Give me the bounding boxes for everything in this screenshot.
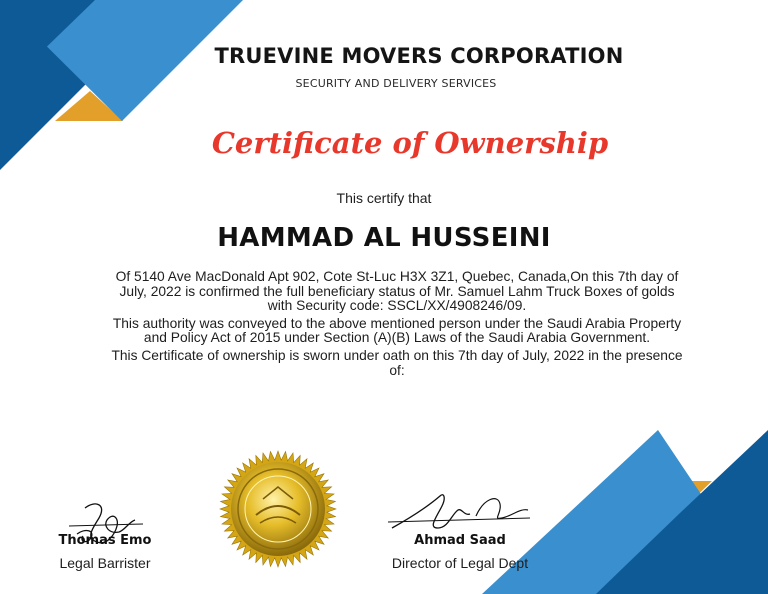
certificate-title: Certificate of Ownership: [211, 126, 609, 160]
body-paragraph: Of 5140 Ave MacDonald Apt 902, Cote St-Luc H3X 3Z1, Quebec, Canada,On this 7th day of July, 2022 is confirmed the full beneficiary status of Mr. Samuel Lahm Truck Boxes of golds with Security code: SSCL/XX/4908246/09.: [115, 269, 679, 314]
signer-role: Director of Legal Dept: [391, 555, 529, 571]
company-name: TRUEVINE MOVERS CORPORATION: [214, 44, 624, 68]
signer-role: Legal Barrister: [59, 555, 151, 571]
gold-seal-icon: [218, 449, 338, 569]
signer-name: Ahmad Saad: [414, 533, 506, 548]
signature-block-right: [375, 488, 545, 571]
certificate-body: [110, 270, 684, 381]
company-tagline: SECURITY AND DELIVERY SERVICES: [295, 77, 497, 90]
recipient-name: HAMMAD AL HUSSEINI: [217, 223, 551, 253]
body-paragraph: This Certificate of ownership is sworn under oath on this 7th day of July, 2022 in the presence of:: [111, 347, 683, 378]
signer-name: Thomas Emo: [58, 533, 152, 548]
certify-intro: This certify that: [336, 190, 432, 206]
body-paragraph: This authority was conveyed to the above mentioned person under the Saudi Arabia Property and Policy Act of 2015 under Section (A)(B) Laws of the Saudi Arabia Government.: [112, 315, 682, 346]
signature-block-left: [30, 498, 180, 571]
